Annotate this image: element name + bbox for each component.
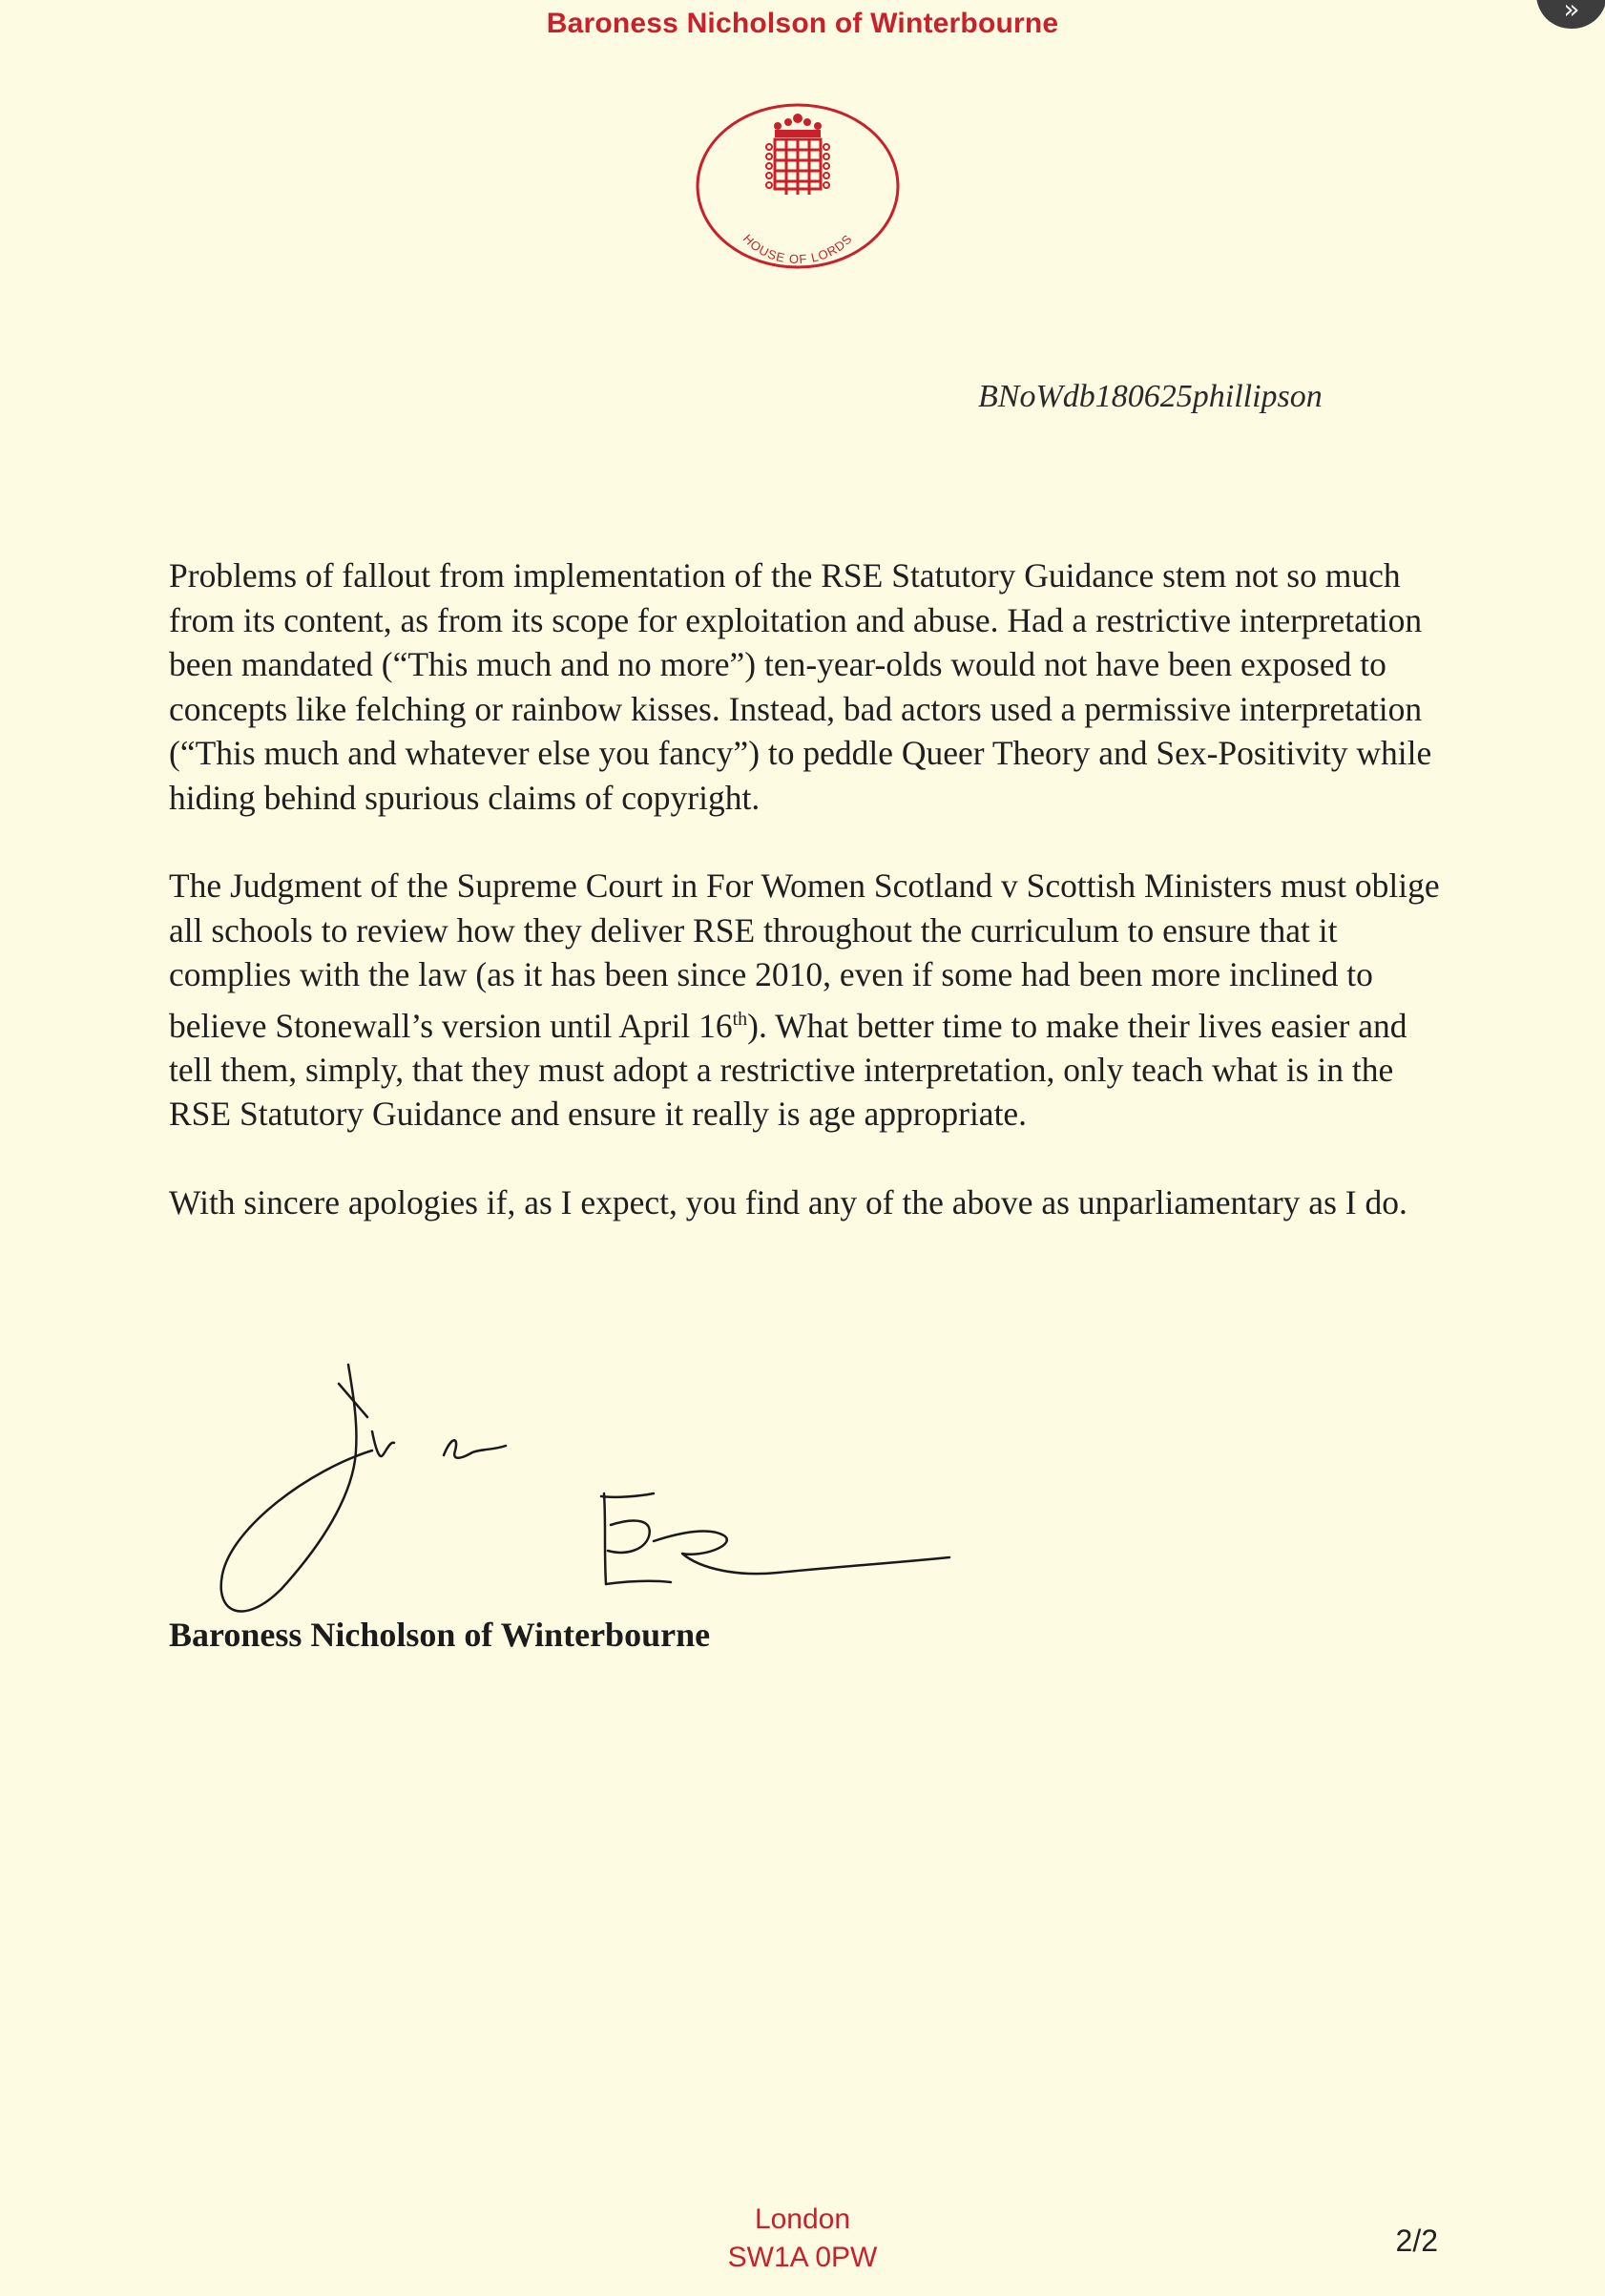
letter-reference: BNoWdb180625phillipson <box>978 379 1323 414</box>
letter-body <box>169 553 1448 1268</box>
paragraph-apology: With sincere apologies if, as I expect, you find any of the above as unparliamentary as I do. <box>169 1182 1407 1221</box>
ordinal-suffix: th <box>732 1008 748 1030</box>
portcullis-icon <box>693 99 903 273</box>
page-number: 2/2 <box>1395 2223 1438 2258</box>
signatory-name: Baroness Nicholson of Winterbourne <box>169 1616 711 1654</box>
double-chevron-right-icon: » <box>1563 0 1580 25</box>
paragraph-fallout: Problems of fallout from implementation of the RSE Statutory Guidance stem not so much from its content, as from its scope for exploitation and abuse. Had a restrictive interpretation been mandated (“This much and no more”) ten-year-olds would not have been exposed to concepts like felching or rainbow kisses. Instead, bad actors used a permissive interpretation (“This much and whatever else you fancy”) to peddle Queer Theory and Sex-Positivity while hiding behind spurious claims of copyright. <box>169 556 1432 817</box>
paragraph-judgment-end: ). What better time to make their lives easier and tell them, simply, that they must adopt a restrictive interpretation, only teach what is in the RSE Statutory Guidance and ensure it really is age appropriate. <box>169 1006 1407 1134</box>
letterhead-name: Baroness Nicholson of Winterbourne <box>546 8 1059 39</box>
footer-city: London <box>754 2203 851 2235</box>
paragraph-judgment <box>169 864 1448 1137</box>
footer-address <box>0 2201 1605 2277</box>
paragraph-judgment-start: The Judgment of the Supreme Court in For Women Scotland v Scottish Ministers must oblige all schools to review how they deliver RSE throughout the curriculum to ensure that it complies with the law (as it has been since 2010, even if some had been more inclined to believe Stonewall’s version until April 16 <box>169 866 1440 1045</box>
svg-text:HOUSE OF LORDS: HOUSE OF LORDS <box>740 231 856 267</box>
footer-postcode: SW1A 0PW <box>727 2242 878 2273</box>
house-of-lords-crest <box>693 99 903 273</box>
handwritten-signature <box>205 1355 988 1613</box>
